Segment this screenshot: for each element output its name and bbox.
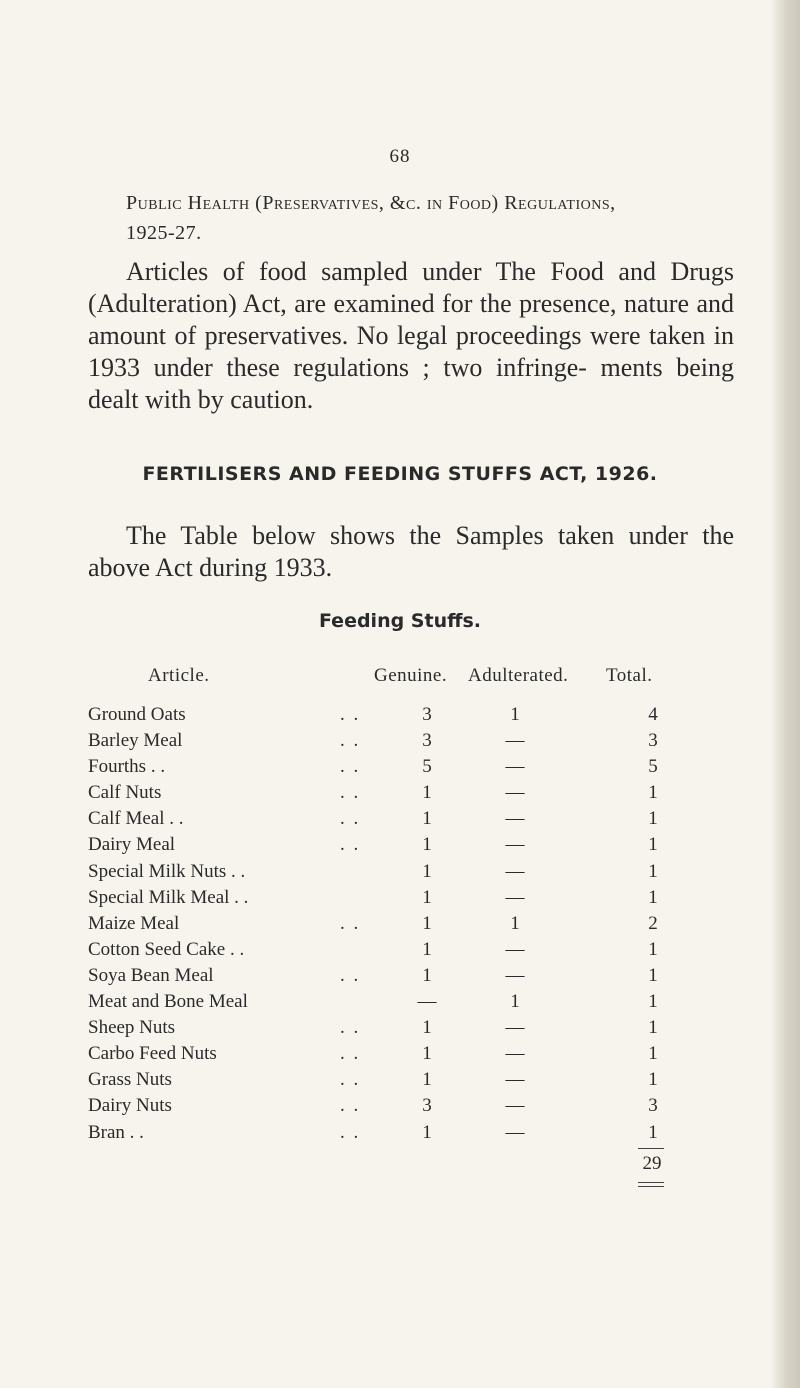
cell-adulterated: — xyxy=(505,730,525,752)
cell-leader-dots: . . xyxy=(340,730,361,752)
cell-leader-dots: . . xyxy=(340,1095,361,1117)
cell-adulterated: — xyxy=(505,782,525,804)
cell-total: 1 xyxy=(648,1069,658,1091)
cell-leader-dots: . . xyxy=(340,1043,361,1065)
cell-leader-dots: . . xyxy=(340,1069,361,1091)
cell-article: Dairy Meal xyxy=(88,834,176,856)
cell-adulterated: — xyxy=(505,938,525,960)
paragraph-preservatives: Articles of food sampled under The Food and Drugs (Adulteration) Act, are examined for the presence, nature and amount of preservatives. No legal proceedings were taken in 1933 under these regulations ; two infringe- ments being dealt with by caution. xyxy=(88,257,734,414)
cell-article: Special Milk Meal . . xyxy=(88,886,249,908)
cell-adulterated: — xyxy=(505,1121,525,1143)
feeding-stuffs-table xyxy=(0,702,800,1146)
table-row xyxy=(0,1093,800,1119)
column-header-genuine: Genuine. xyxy=(374,665,448,686)
cell-genuine: 1 xyxy=(422,1017,432,1039)
cell-genuine: 1 xyxy=(422,782,432,804)
column-header-total: Total. xyxy=(606,665,653,686)
cell-total: 1 xyxy=(648,886,658,908)
paragraph-samples: The Table below shows the Samples taken under the above Act during 1933. xyxy=(88,521,734,582)
cell-total: 1 xyxy=(648,1121,658,1143)
cell-adulterated: — xyxy=(505,860,525,882)
table-row xyxy=(0,1120,800,1146)
cell-adulterated: — xyxy=(505,1017,525,1039)
cell-total: 5 xyxy=(648,756,658,778)
cell-total: 2 xyxy=(648,912,658,934)
cell-adulterated: — xyxy=(505,808,525,830)
cell-adulterated: 1 xyxy=(510,704,520,725)
cell-article: Soya Bean Meal xyxy=(88,964,214,986)
cell-genuine: 5 xyxy=(422,756,432,778)
cell-genuine: 1 xyxy=(422,834,432,856)
total-rule xyxy=(638,1148,664,1149)
cell-total: 4 xyxy=(648,704,658,725)
cell-genuine: 3 xyxy=(422,730,432,752)
cell-article: Fourths . . xyxy=(88,756,166,778)
table-row xyxy=(0,963,800,989)
cell-genuine: 3 xyxy=(422,1095,432,1117)
cell-leader-dots: . . xyxy=(340,1121,361,1143)
cell-genuine: 1 xyxy=(422,886,432,908)
cell-leader-dots: . . xyxy=(340,756,361,778)
cell-adulterated: — xyxy=(505,756,525,778)
cell-adulterated: — xyxy=(505,886,525,908)
page-number: 68 xyxy=(389,146,411,167)
cell-article: Bran . . xyxy=(88,1121,144,1143)
cell-total: 1 xyxy=(648,860,658,882)
cell-genuine: 1 xyxy=(422,912,432,934)
grand-total: 29 xyxy=(642,1153,662,1174)
cell-article: Dairy Nuts xyxy=(88,1095,172,1117)
cell-genuine: 3 xyxy=(422,704,432,725)
cell-adulterated: — xyxy=(505,1043,525,1065)
table-row xyxy=(0,937,800,963)
table-row xyxy=(0,1015,800,1041)
cell-leader-dots: . . xyxy=(340,834,361,856)
cell-total: 1 xyxy=(648,808,658,830)
table-row xyxy=(0,911,800,937)
cell-total: 1 xyxy=(648,782,658,804)
table-row xyxy=(0,806,800,832)
column-header-adulterated: Adulterated. xyxy=(468,665,569,686)
cell-total: 1 xyxy=(648,1043,658,1065)
cell-article: Barley Meal xyxy=(88,730,183,752)
cell-adulterated: 1 xyxy=(510,991,520,1013)
cell-adulterated: — xyxy=(505,1069,525,1091)
table-row xyxy=(0,989,800,1015)
cell-total: 1 xyxy=(648,964,658,986)
cell-article: Calf Nuts xyxy=(88,782,162,804)
cell-genuine: 1 xyxy=(422,1121,432,1143)
heading-years: 1925-27. xyxy=(126,222,202,244)
cell-leader-dots: . . xyxy=(340,704,361,725)
table-row xyxy=(0,859,800,885)
heading-regulations: (Preservatives, &c. in Food) Regulations, xyxy=(255,192,616,214)
heading-word-public: Public xyxy=(126,192,183,214)
section-heading xyxy=(126,188,736,248)
table-row xyxy=(0,832,800,858)
table-row xyxy=(0,1041,800,1067)
table-row xyxy=(0,1067,800,1093)
cell-total: 1 xyxy=(648,991,658,1013)
table-title: Feeding Stuffs. xyxy=(318,610,482,632)
cell-genuine: 1 xyxy=(422,1043,432,1065)
cell-genuine: 1 xyxy=(422,964,432,986)
cell-article: Ground Oats xyxy=(88,704,186,725)
cell-leader-dots: . . xyxy=(340,912,361,934)
column-header-article: Article. xyxy=(148,665,210,686)
table-row xyxy=(0,780,800,806)
table-row xyxy=(0,754,800,780)
cell-leader-dots: . . xyxy=(340,1017,361,1039)
cell-total: 3 xyxy=(648,1095,658,1117)
cell-genuine: 1 xyxy=(422,1069,432,1091)
cell-article: Meat and Bone Meal xyxy=(88,991,248,1013)
table-row xyxy=(0,702,800,728)
cell-adulterated: 1 xyxy=(510,912,520,934)
cell-article: Maize Meal xyxy=(88,912,180,934)
cell-article: Grass Nuts xyxy=(88,1069,172,1091)
cell-article: Calf Meal . . xyxy=(88,808,184,830)
cell-adulterated: — xyxy=(505,834,525,856)
cell-total: 1 xyxy=(648,834,658,856)
heading-word-health: Health xyxy=(187,192,250,214)
page-edge-shadow xyxy=(770,0,800,1388)
cell-genuine: 1 xyxy=(422,938,432,960)
double-rule xyxy=(638,1182,664,1187)
cell-total: 1 xyxy=(648,1017,658,1039)
cell-genuine: — xyxy=(417,991,437,1013)
cell-leader-dots: . . xyxy=(340,782,361,804)
act-heading: FERTILISERS AND FEEDING STUFFS ACT, 1926. xyxy=(142,463,658,485)
cell-adulterated: — xyxy=(505,964,525,986)
cell-genuine: 1 xyxy=(422,808,432,830)
cell-article: Special Milk Nuts . . xyxy=(88,860,246,882)
cell-adulterated: — xyxy=(505,1095,525,1117)
cell-article: Carbo Feed Nuts xyxy=(88,1043,217,1065)
table-row xyxy=(0,728,800,754)
cell-genuine: 1 xyxy=(422,860,432,882)
cell-leader-dots: . . xyxy=(340,808,361,830)
cell-article: Sheep Nuts xyxy=(88,1017,176,1039)
table-row xyxy=(0,885,800,911)
cell-leader-dots: . . xyxy=(340,964,361,986)
cell-total: 1 xyxy=(648,938,658,960)
cell-article: Cotton Seed Cake . . xyxy=(88,938,245,960)
cell-total: 3 xyxy=(648,730,658,752)
